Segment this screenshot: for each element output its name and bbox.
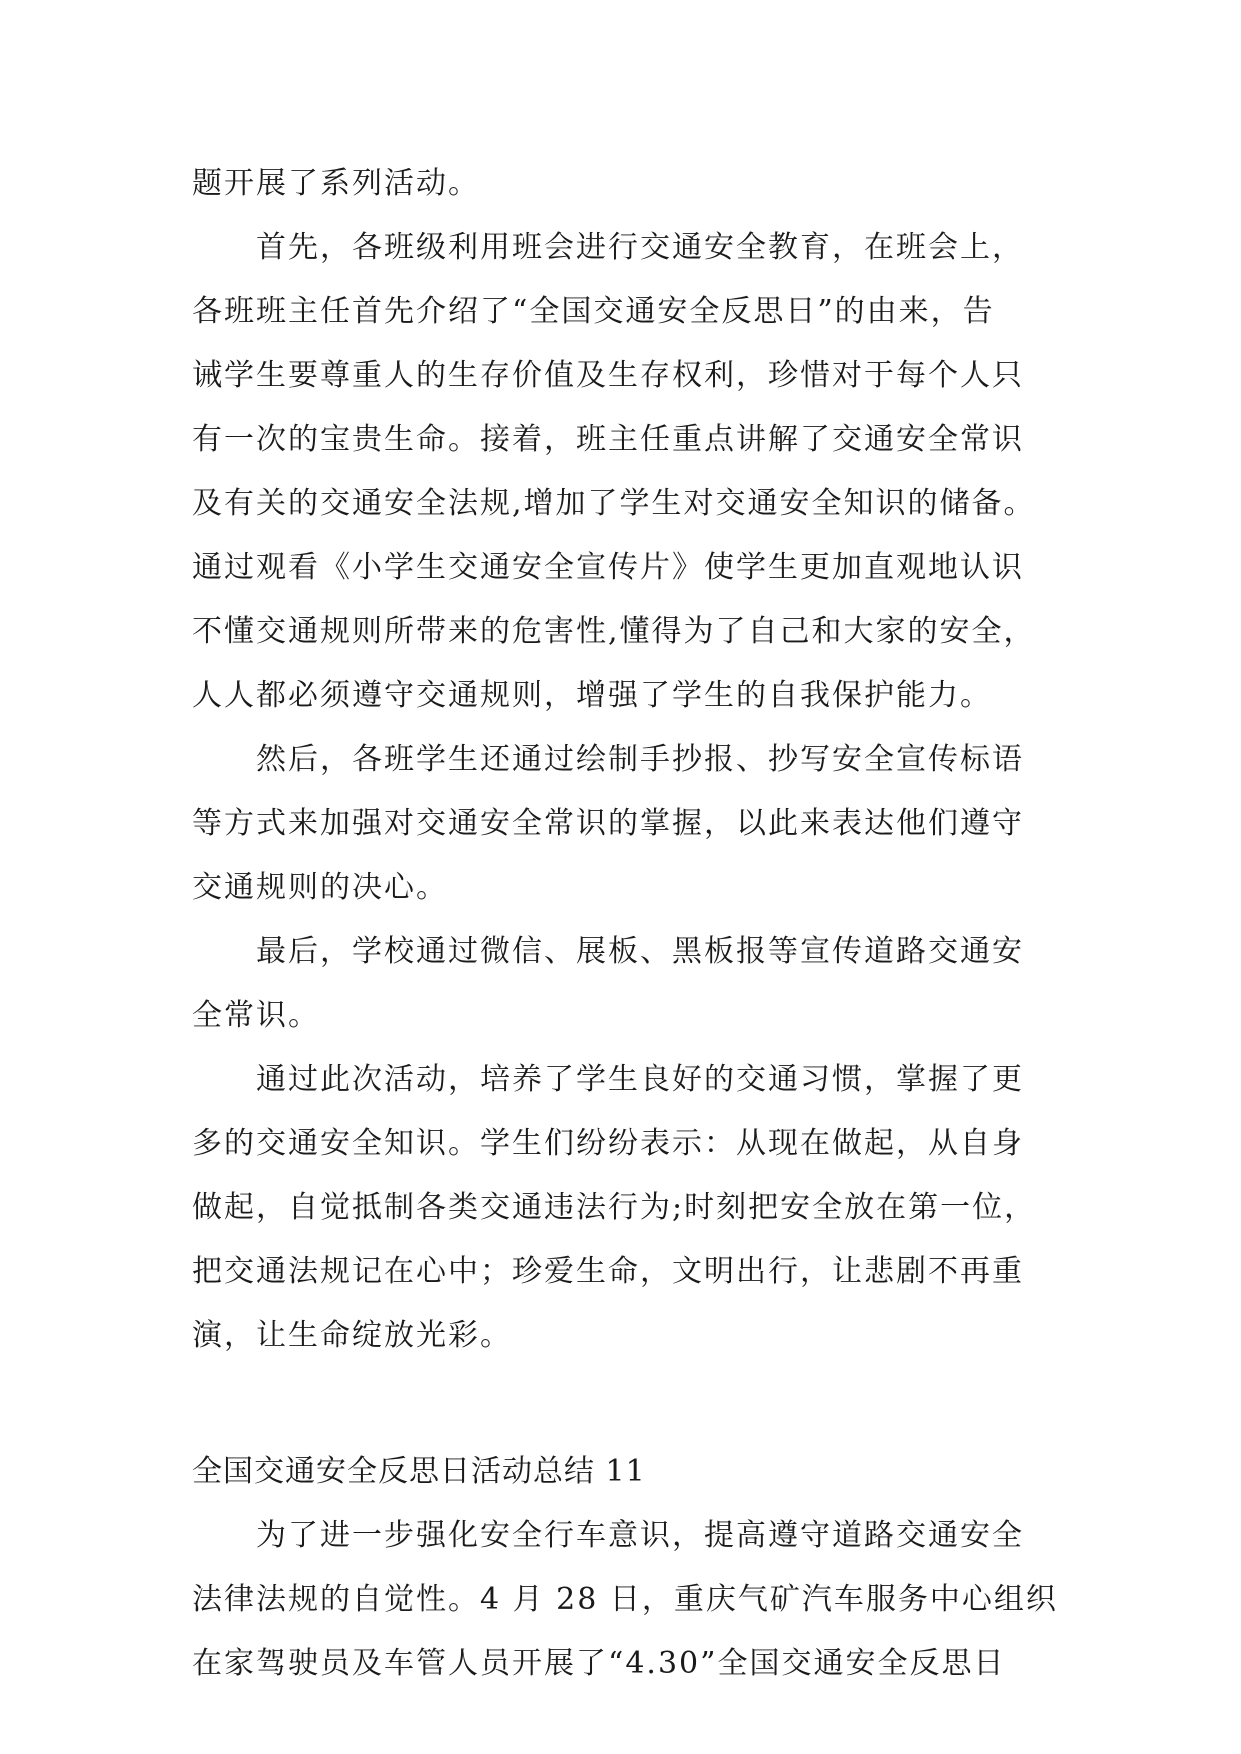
document-body [192,152,1072,1696]
text-line: 把交通法规记在心中；珍爱生命，文明出行，让悲剧不再重 [192,1254,1024,1289]
text-line: 不懂交通规则所带来的危害性,懂得为了自己和大家的安全， [192,614,1036,649]
text-line: 诫学生要尊重人的生存价值及生存权利，珍惜对于每个人只 [192,358,1024,393]
paragraph-start-line: 通过此次活动，培养了学生良好的交通习惯，掌握了更 [256,1062,1024,1097]
text-line: 等方式来加强对交通安全常识的掌握，以此来表达他们遵守 [192,806,1024,841]
text-line: 演，让生命绽放光彩。 [192,1318,512,1353]
text-line: 多的交通安全知识。学生们纷纷表示：从现在做起，从自身 [192,1126,1024,1161]
text-line: 各班班主任首先介绍了“全国交通安全反思日”的由来，告 [192,294,995,329]
paragraph-start-line: 为了进一步强化安全行车意识，提高遵守道路交通安全 [256,1518,1024,1553]
text-line: 题开展了系列活动。 [192,166,480,201]
text-line: 全常识。 [192,998,320,1033]
text-line: 在家驾驶员及车管人员开展了“4.30”全国交通安全反思日 [192,1646,1006,1681]
text-line: 人人都必须遵守交通规则，增强了学生的自我保护能力。 [192,678,992,713]
paragraph-start-line: 最后，学校通过微信、展板、黑板报等宣传道路交通安 [256,934,1024,969]
text-line: 做起，自觉抵制各类交通违法行为;时刻把安全放在第一位， [192,1190,1037,1225]
section-spacer [192,1368,1072,1440]
text-line: 交通规则的决心。 [192,870,448,905]
text-line: 通过观看《小学生交通安全宣传片》使学生更加直观地认识 [192,550,1024,585]
paragraph-start-line: 首先，各班级利用班会进行交通安全教育，在班会上， [256,230,1024,265]
section-title: 全国交通安全反思日活动总结 11 [192,1454,646,1489]
text-line: 及有关的交通安全法规,增加了学生对交通安全知识的储备。 [192,486,1036,521]
text-line: 有一次的宝贵生命。接着，班主任重点讲解了交通安全常识 [192,422,1024,457]
paragraph-start-line: 然后，各班学生还通过绘制手抄报、抄写安全宣传标语 [256,742,1024,777]
text-line: 法律法规的自觉性。4 月 28 日，重庆气矿汽车服务中心组织 [192,1582,1058,1617]
